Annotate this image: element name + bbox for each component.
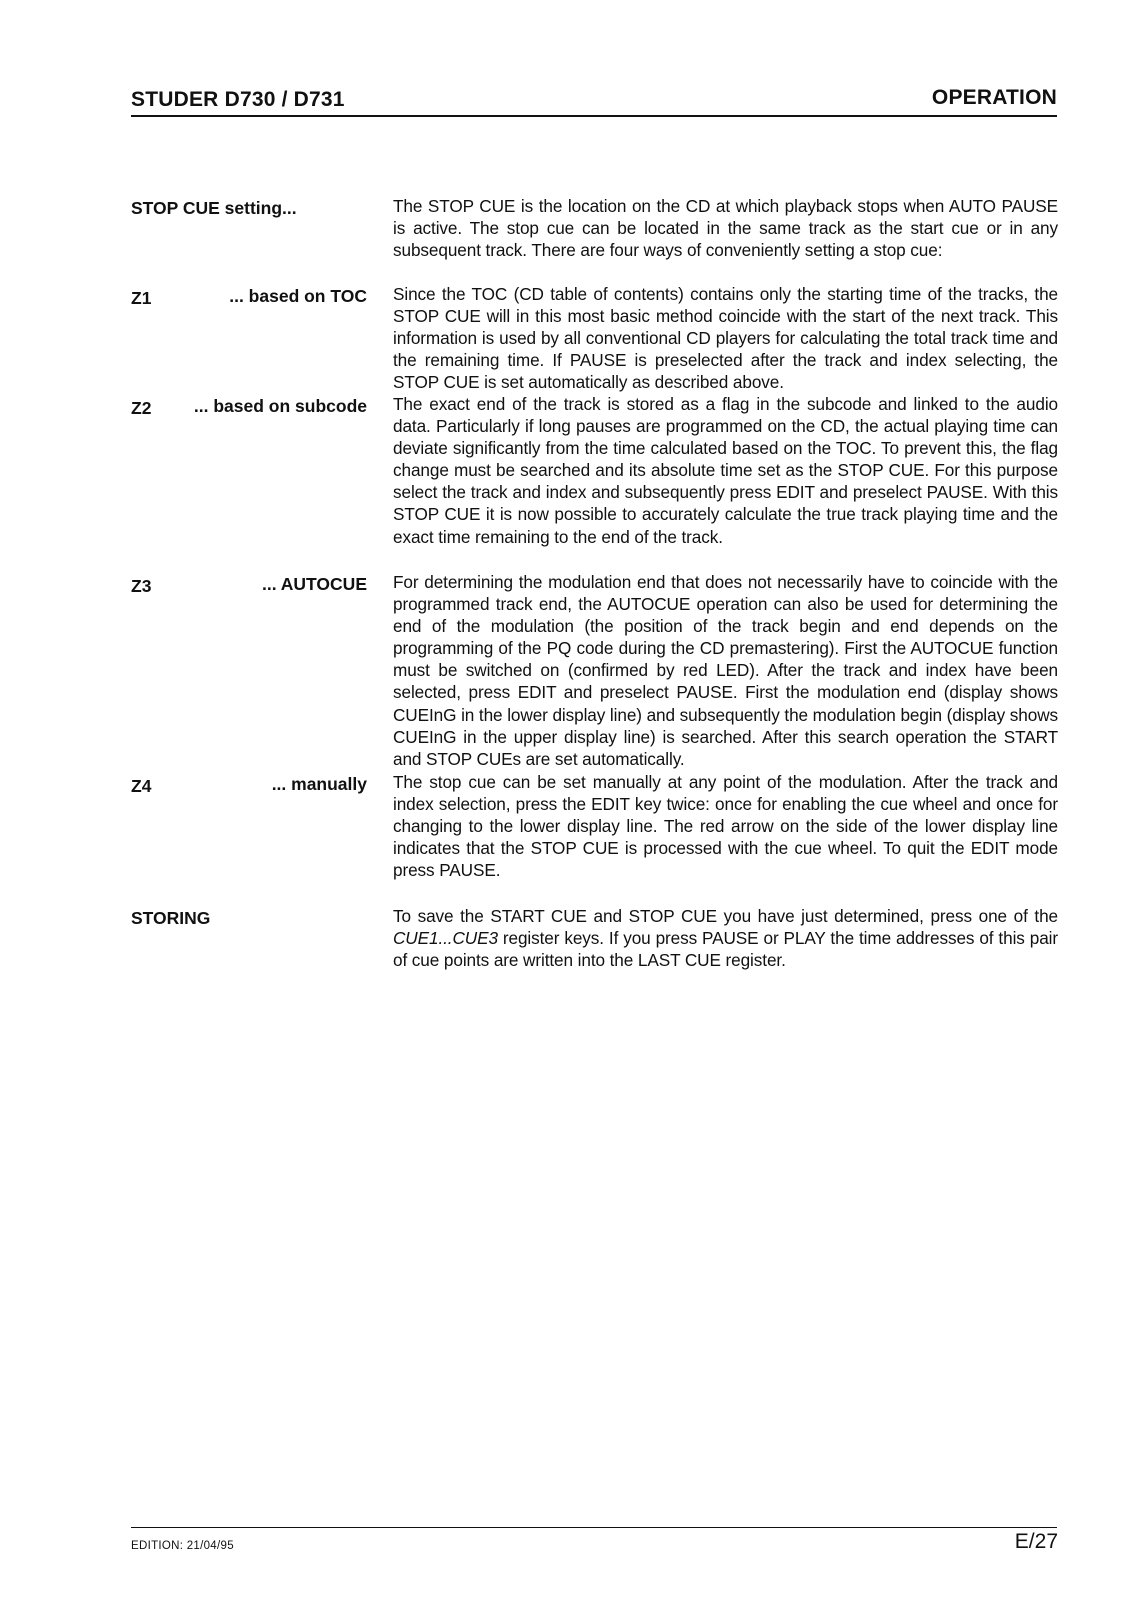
z4-code: Z4 (131, 776, 152, 796)
page-header (131, 84, 1057, 117)
z3-label: ... AUTOCUE (261, 574, 367, 594)
z2-code: Z2 (131, 398, 152, 418)
z2-label: ... based on subcode (193, 396, 367, 416)
storing-text-start: To save the START CUE and STOP CUE you have just determined, press one of the (393, 906, 1058, 926)
z1-label: ... based on TOC (229, 286, 367, 306)
z2-paragraph: The exact end of the track is stored as a flag in the subcode and linked to the audio data. Particularly if long pauses are programmed on the CD, the actual playing time can deviate significantly from the time calculated based on the TOC. To prevent this, the flag change must be searched and its absolute time set as the STOP CUE. For this purpose select the track and index and subsequently press EDIT and preselect PAUSE. With this STOP CUE it is now possible to accurately calculate the true track playing time and the exact time remaining to the end of the track. (393, 394, 1058, 547)
section-title: OPERATION (931, 86, 1057, 109)
storing-text-end: register keys. If you press PAUSE or PLAY the time addresses of this pair of cue points are written into the LAST CUE register. (393, 928, 1058, 971)
cue-register-keys: CUE1...CUE3 (393, 928, 498, 949)
z3-code: Z3 (131, 576, 152, 596)
z1-paragraph: Since the TOC (CD table of contents) contains only the starting time of the tracks, the STOP CUE will in this most basic method coincide with the start of the next track. This information is used by all conventional CD players for calculating the total track time and the remaining time. If PAUSE is preselected after the track and index selecting, the STOP CUE is set automatically as described above. (393, 284, 1058, 393)
stop-cue-paragraph: The STOP CUE is the location on the CD at which playback stops when AUTO PAUSE is active. The stop cue can be located in the same track as the start cue or in any subsequent track. There are four ways of conveniently setting a stop cue: (393, 196, 1058, 261)
footer-rule (131, 1527, 1057, 1528)
z1-code: Z1 (131, 288, 152, 308)
z3-paragraph: For determining the modulation end that does not necessarily have to coincide with the programmed track end, the AUTOCUE operation can also be used for determining the end of the modulation (the position of the track begin and end depends on the programming of the PQ code during the CD premastering). First the AUTOCUE function must be switched on (confirmed by red LED). After the track and index have been selected, press EDIT and preselect PAUSE. First the modulation end (display shows CUEInG in the lower display line) and subsequently the modulation begin (display shows CUEInG in the upper display line) is searched. After this search operation the START and STOP CUEs are set automatically. (393, 572, 1058, 769)
z4-paragraph: The stop cue can be set manually at any point of the modulation. After the track and index selection, press the EDIT key twice: once for enabling the cue wheel and once for changing to the lower display line. The red arrow on the side of the lower display line indicates that the STOP CUE is processed with the cue wheel. To quit the EDIT mode press PAUSE. (393, 772, 1058, 881)
storing-heading: STORING (131, 908, 211, 928)
document-title: STUDER D730 / D731 (131, 88, 345, 111)
storing-paragraph (393, 905, 1058, 971)
z4-label: ... manually (271, 774, 367, 794)
stop-cue-heading: STOP CUE setting... (131, 198, 297, 218)
edition-date: EDITION: 21/04/95 (131, 1540, 234, 1552)
page-number: E/27 (1014, 1530, 1058, 1553)
